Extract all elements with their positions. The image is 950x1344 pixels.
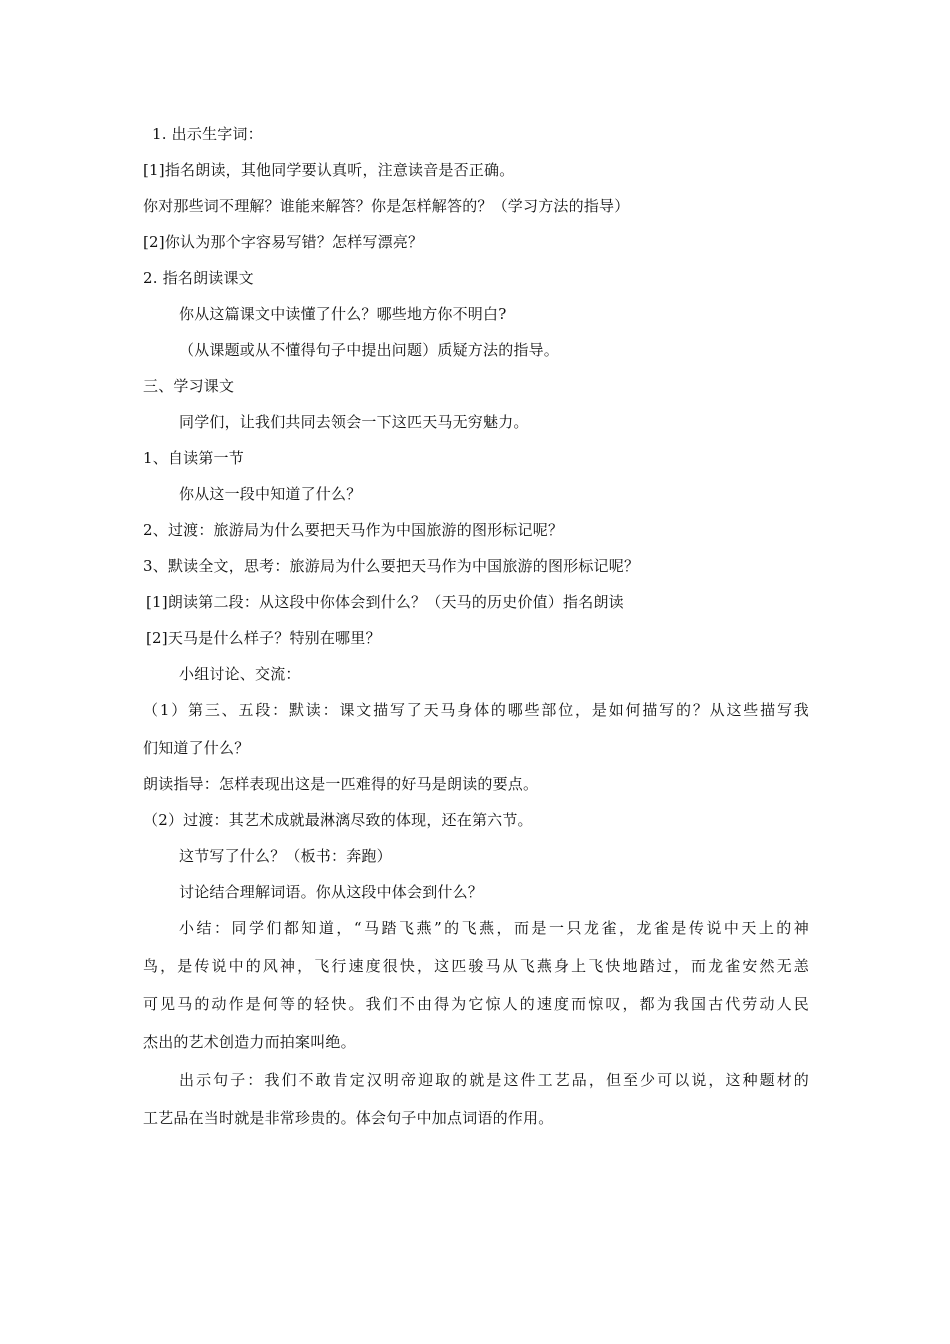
question-understanding: 你对那些词不理解？谁能来解答？你是怎样解答的？（学习方法的指导） (143, 197, 630, 215)
point-1-line-b: 们知道了什么？ (143, 739, 250, 757)
questioning-method-note: （从课题或从不懂得句子中提出问题）质疑方法的指导。 (179, 341, 560, 359)
item-show-new-words: 1. 出示生字词： (152, 125, 263, 143)
step-1-question: 你从这一段中知道了什么？ (179, 485, 362, 503)
point-1-line-a: （1）第三、五段：默读：课文描写了天马身体的哪些部位，是如何描写的？从这些描写我 (143, 701, 809, 719)
section-content-question: 这节写了什么？（板书：奔跑） (179, 847, 392, 865)
show-sentence-line-1: 出示句子：我们不敢肯定汉明帝迎取的就是这件工艺品，但至少可以说，这种题材的 (179, 1071, 809, 1089)
read-aloud-instruction: [1]指名朗读，其他同学要认真听，注意读音是否正确。 (143, 161, 515, 179)
step-1-self-read: 1、自读第一节 (143, 449, 244, 467)
question-what-learned: 你从这篇课文中读懂了什么？哪些地方你不明白? (179, 305, 507, 323)
step-2-transition: 2、过渡：旅游局为什么要把天马作为中国旅游的图形标记呢？ (143, 521, 564, 539)
point-2-transition: （2）过渡：其艺术成就最淋漓尽致的体现，还在第六节。 (143, 811, 533, 829)
intro-sentence: 同学们，让我们共同去领会一下这匹天马无穷魅力。 (179, 413, 529, 431)
section-heading-study: 三、学习课文 (143, 377, 235, 395)
question-writing: [2]你认为那个字容易写错？怎样写漂亮？ (143, 233, 424, 251)
step-3-silent-read: 3、默读全文，思考：旅游局为什么要把天马作为中国旅游的图形标记呢？ (143, 557, 640, 575)
reading-guidance: 朗读指导：怎样表现出这是一匹难得的好马是朗读的要点。 (143, 775, 539, 793)
item-read-text: 2. 指名朗读课文 (143, 269, 254, 287)
show-sentence-line-2: 工艺品在当时就是非常珍贵的。体会句子中加点词语的作用。 (143, 1109, 554, 1127)
sub-1-read-second-paragraph: [1]朗读第二段：从这段中你体会到什么？（天马的历史价值）指名朗读 (146, 593, 624, 611)
summary-line-2: 鸟，是传说中的风神，飞行速度很快，这匹骏马从飞燕身上飞快地踏过，而龙雀安然无恙 (143, 957, 809, 975)
discussion-words: 讨论结合理解词语。你从这段中体会到什么？ (179, 883, 484, 901)
group-discussion: 小组讨论、交流： (179, 665, 301, 683)
summary-line-4: 杰出的艺术创造力而拍案叫绝。 (143, 1033, 356, 1051)
summary-line-3: 可见马的动作是何等的轻快。我们不由得为它惊人的速度而惊叹，都为我国古代劳动人民 (143, 995, 809, 1013)
sub-2-horse-appearance: [2]天马是什么样子？特别在哪里？ (146, 629, 381, 647)
document-body (143, 125, 809, 1145)
summary-line-1: 小结：同学们都知道，“马踏飞燕”的飞燕，而是一只龙雀，龙雀是传说中天上的神 (179, 919, 809, 937)
